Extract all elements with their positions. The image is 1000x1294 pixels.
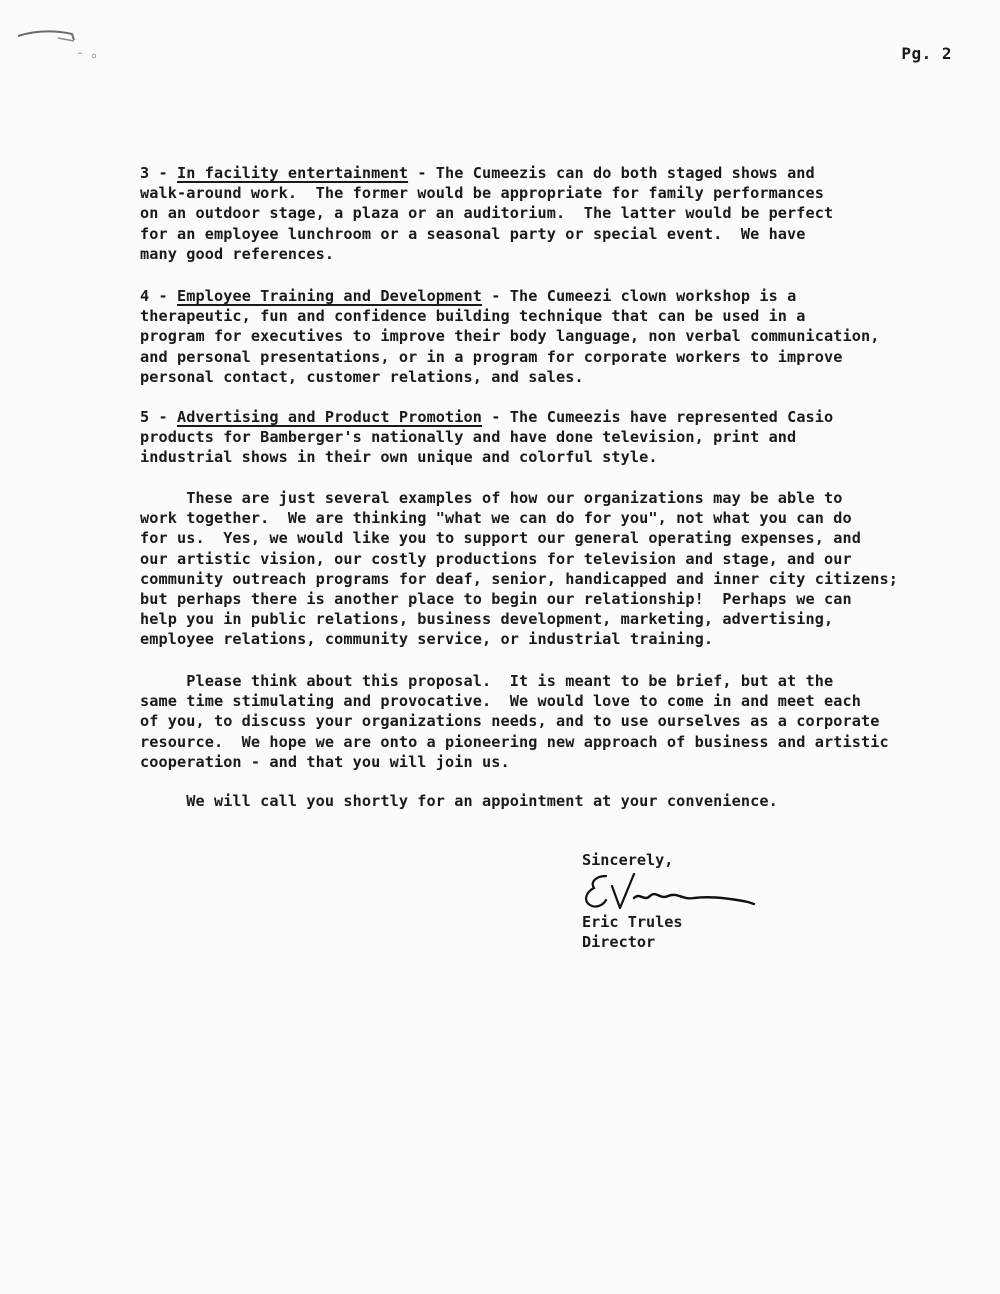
signer-title: Director (582, 933, 656, 951)
item-number: 4 - (140, 287, 177, 305)
list-item-advertising-promotion (140, 407, 970, 468)
item-number: 3 - (140, 164, 177, 182)
paragraph-examples (140, 488, 970, 650)
paragraph-text: Please think about this proposal. It is meant to be brief, but at the same time stimulating and provocative. We would love to come in and meet each of you, to discuss your organizations needs, and to use ourselves as a corporate resource. We hope we are onto a pioneering new approach of business and artistic cooperation - and that you will join us. (140, 672, 889, 771)
list-item-in-facility-entertainment (140, 163, 970, 264)
item-text: products for Bamberger's nationally and have done television, print and industrial shows in their own unique and colorful style. (140, 428, 797, 467)
paragraph-text: We will call you shortly for an appointment at your convenience. (140, 792, 778, 810)
paragraph-text: These are just several examples of how our organizations may be able to work together. We are thinking "what we can do for you", not what you can do for us. Yes, we would like you to support our general operating expenses, and our artistic vision, our costly productions for television and stage, and our community outreach programs for deaf, senior, handicapped and inner city citizens; but perhaps there is another place to begin our relationship! Perhaps we can help you in public relations, business development, marketing, advertising, employee relations, community service, or industrial training. (140, 489, 898, 649)
handwritten-signature (578, 868, 768, 916)
staple-mark-icon (14, 22, 114, 72)
item-text-first-line: - The Cumeezis can do both staged shows and (408, 164, 815, 182)
page-number: Pg. 2 (901, 44, 952, 63)
item-heading: Employee Training and Development (176, 287, 483, 305)
item-text: therapeutic, fun and confidence building technique that can be used in a program for executives to improve their body language, non verbal communication, and personal presentations, or in a program for corporate workers to improve personal contact, customer relations, and sales. (140, 307, 880, 386)
paragraph-proposal (140, 671, 970, 772)
item-text-first-line: - The Cumeezi clown workshop is a (482, 287, 797, 305)
paragraph-call (140, 791, 970, 811)
item-number: 5 - (140, 408, 177, 426)
item-heading: In facility entertainment (176, 164, 409, 182)
item-text-first-line: - The Cumeezis have represented Casio (482, 408, 834, 426)
item-heading: Advertising and Product Promotion (176, 408, 483, 426)
closing-salutation: Sincerely, (582, 851, 674, 869)
signer-name: Eric Trules (582, 913, 683, 931)
list-item-employee-training (140, 286, 970, 387)
item-text: walk-around work. The former would be appropriate for family performances on an outdoor stage, a plaza or an auditorium. The latter would be perfect for an employee lunchroom or a seasonal party or special event. We have many good references. (140, 184, 834, 263)
